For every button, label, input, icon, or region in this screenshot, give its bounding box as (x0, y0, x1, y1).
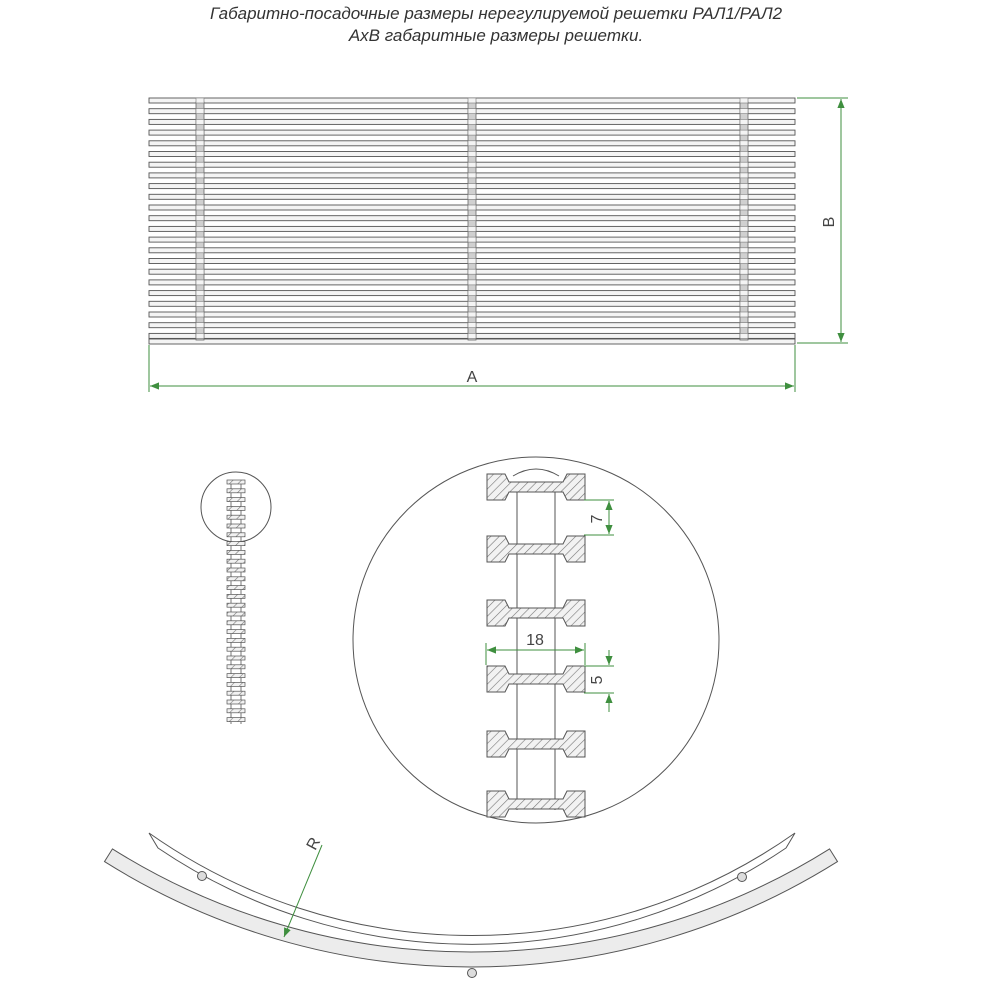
side-profile (227, 498, 245, 502)
bar-slat-joint (196, 280, 204, 285)
bar-slat-joint (196, 216, 204, 221)
bar-slat-joint (196, 119, 204, 124)
bar-slat-joint (740, 216, 748, 221)
bar-slat-joint (468, 98, 476, 103)
dimension-b (797, 98, 848, 343)
bar-slat-joint (740, 152, 748, 157)
bar-slat-joint (740, 323, 748, 328)
slat-profile (487, 600, 585, 626)
slat-profile (487, 536, 585, 562)
bar-slat-joint (468, 130, 476, 135)
bar-slat-joint (468, 269, 476, 274)
side-profile (227, 568, 245, 572)
side-profile (227, 647, 245, 651)
bar-slat-joint (740, 237, 748, 242)
bar-slat-joint (740, 312, 748, 317)
bar-slat-joint (196, 237, 204, 242)
bar-slat-joint (196, 259, 204, 264)
radius-leader (284, 845, 322, 937)
slat-profile (487, 731, 585, 757)
bar-slat-joint (196, 333, 204, 338)
bar-slat-joint (468, 152, 476, 157)
side-section-view (201, 472, 271, 724)
side-profile (227, 718, 245, 722)
bar-slat-joint (196, 323, 204, 328)
bar-slat-joint (468, 194, 476, 199)
side-profile (227, 559, 245, 563)
bar-slat-joint (468, 301, 476, 306)
bar-slat-joint (196, 248, 204, 253)
side-profile (227, 550, 245, 554)
side-profile (227, 656, 245, 660)
title-line-2: АхВ габаритные размеры решетки. (348, 26, 644, 45)
bar-slat-joint (196, 312, 204, 317)
side-profile (227, 665, 245, 669)
bar-slat-joint (468, 259, 476, 264)
bar-slat-joint (740, 173, 748, 178)
bar-slat-joint (740, 280, 748, 285)
bar-slat-joint (468, 237, 476, 242)
mounting-hole (198, 872, 207, 881)
side-profile (227, 612, 245, 616)
mounting-hole (468, 969, 477, 978)
side-profile (227, 709, 245, 713)
bar-slat-joint (740, 98, 748, 103)
bar-slat-joint (196, 226, 204, 231)
bar-slat-joint (468, 216, 476, 221)
bar-slat-joint (196, 184, 204, 189)
side-profile (227, 586, 245, 590)
dimension-radius-label: R (303, 834, 325, 853)
bar-slat-joint (740, 248, 748, 253)
side-profile (227, 542, 245, 546)
bar-slat-joint (196, 173, 204, 178)
side-profile (227, 691, 245, 695)
bar-slat-joint (468, 184, 476, 189)
dimension-a (149, 345, 795, 392)
bar-slat-joint (468, 248, 476, 253)
side-profile (227, 489, 245, 493)
bar-slat-joint (196, 194, 204, 199)
bar-slat-joint (740, 291, 748, 296)
title-line-1: Габаритно-посадочные размеры нерегулируемой решетки РАЛ1/РАЛ2 (209, 4, 783, 23)
slat-profile (487, 474, 585, 500)
grille-front-view (149, 98, 795, 344)
dimension-depth (486, 632, 585, 665)
side-profile (227, 506, 245, 510)
bar-slat-joint (740, 259, 748, 264)
dimension-depth-label: 18 (526, 632, 544, 649)
bar-slat-joint (740, 194, 748, 199)
curved-grille-view (104, 833, 837, 978)
side-profile (227, 515, 245, 519)
dimension-pitch (584, 500, 614, 535)
bar-slat-joint (196, 269, 204, 274)
bar-slat-joint (740, 226, 748, 231)
bar-slat-joint (196, 152, 204, 157)
side-profile (227, 700, 245, 704)
bar-slat-joint (468, 173, 476, 178)
detail-magnified-view (353, 457, 719, 823)
dimension-a-label: A (466, 369, 478, 386)
bar-slat-joint (740, 141, 748, 146)
bar-slat-joint (196, 301, 204, 306)
bar-slat-joint (740, 269, 748, 274)
bar-slat-joint (740, 130, 748, 135)
bar-slat-joint (468, 141, 476, 146)
bar-slat-joint (468, 109, 476, 114)
side-profile (227, 682, 245, 686)
dimension-thickness-label: 5 (589, 675, 606, 685)
side-profile (227, 603, 245, 607)
side-profile (227, 524, 245, 528)
bar-slat-joint (196, 205, 204, 210)
bar-slat-joint (196, 130, 204, 135)
bar-slat-joint (196, 109, 204, 114)
bar-slat-joint (740, 119, 748, 124)
bar-slat-joint (468, 333, 476, 338)
slat-profile (487, 666, 585, 692)
bar-slat-joint (468, 162, 476, 167)
side-profile (227, 577, 245, 581)
bar-slat-joint (740, 333, 748, 338)
bar-slat-joint (740, 205, 748, 210)
mounting-hole (738, 873, 747, 882)
bar-slat-joint (196, 291, 204, 296)
bar-slat-joint (468, 323, 476, 328)
side-profile (227, 533, 245, 537)
dimension-b-label: B (821, 216, 838, 228)
dimension-pitch-label: 7 (589, 514, 606, 524)
bar-slat-joint (468, 312, 476, 317)
slat-profile (487, 791, 585, 817)
bar-slat-joint (468, 119, 476, 124)
bar-slat-joint (740, 162, 748, 167)
bar-slat-joint (196, 141, 204, 146)
side-profile (227, 674, 245, 678)
bar-slat-joint (468, 226, 476, 231)
bar-slat-joint (468, 205, 476, 210)
side-profile (227, 621, 245, 625)
bar-slat-joint (468, 280, 476, 285)
side-profile (227, 480, 245, 484)
side-profile (227, 638, 245, 642)
side-profile (227, 630, 245, 634)
bar-slat-joint (196, 162, 204, 167)
bar-slat-joint (740, 184, 748, 189)
side-profile (227, 594, 245, 598)
bar-slat-joint (740, 109, 748, 114)
dimension-thickness (584, 650, 614, 712)
bar-slat-joint (468, 291, 476, 296)
bar-slat-joint (740, 301, 748, 306)
bar-slat-joint (196, 98, 204, 103)
